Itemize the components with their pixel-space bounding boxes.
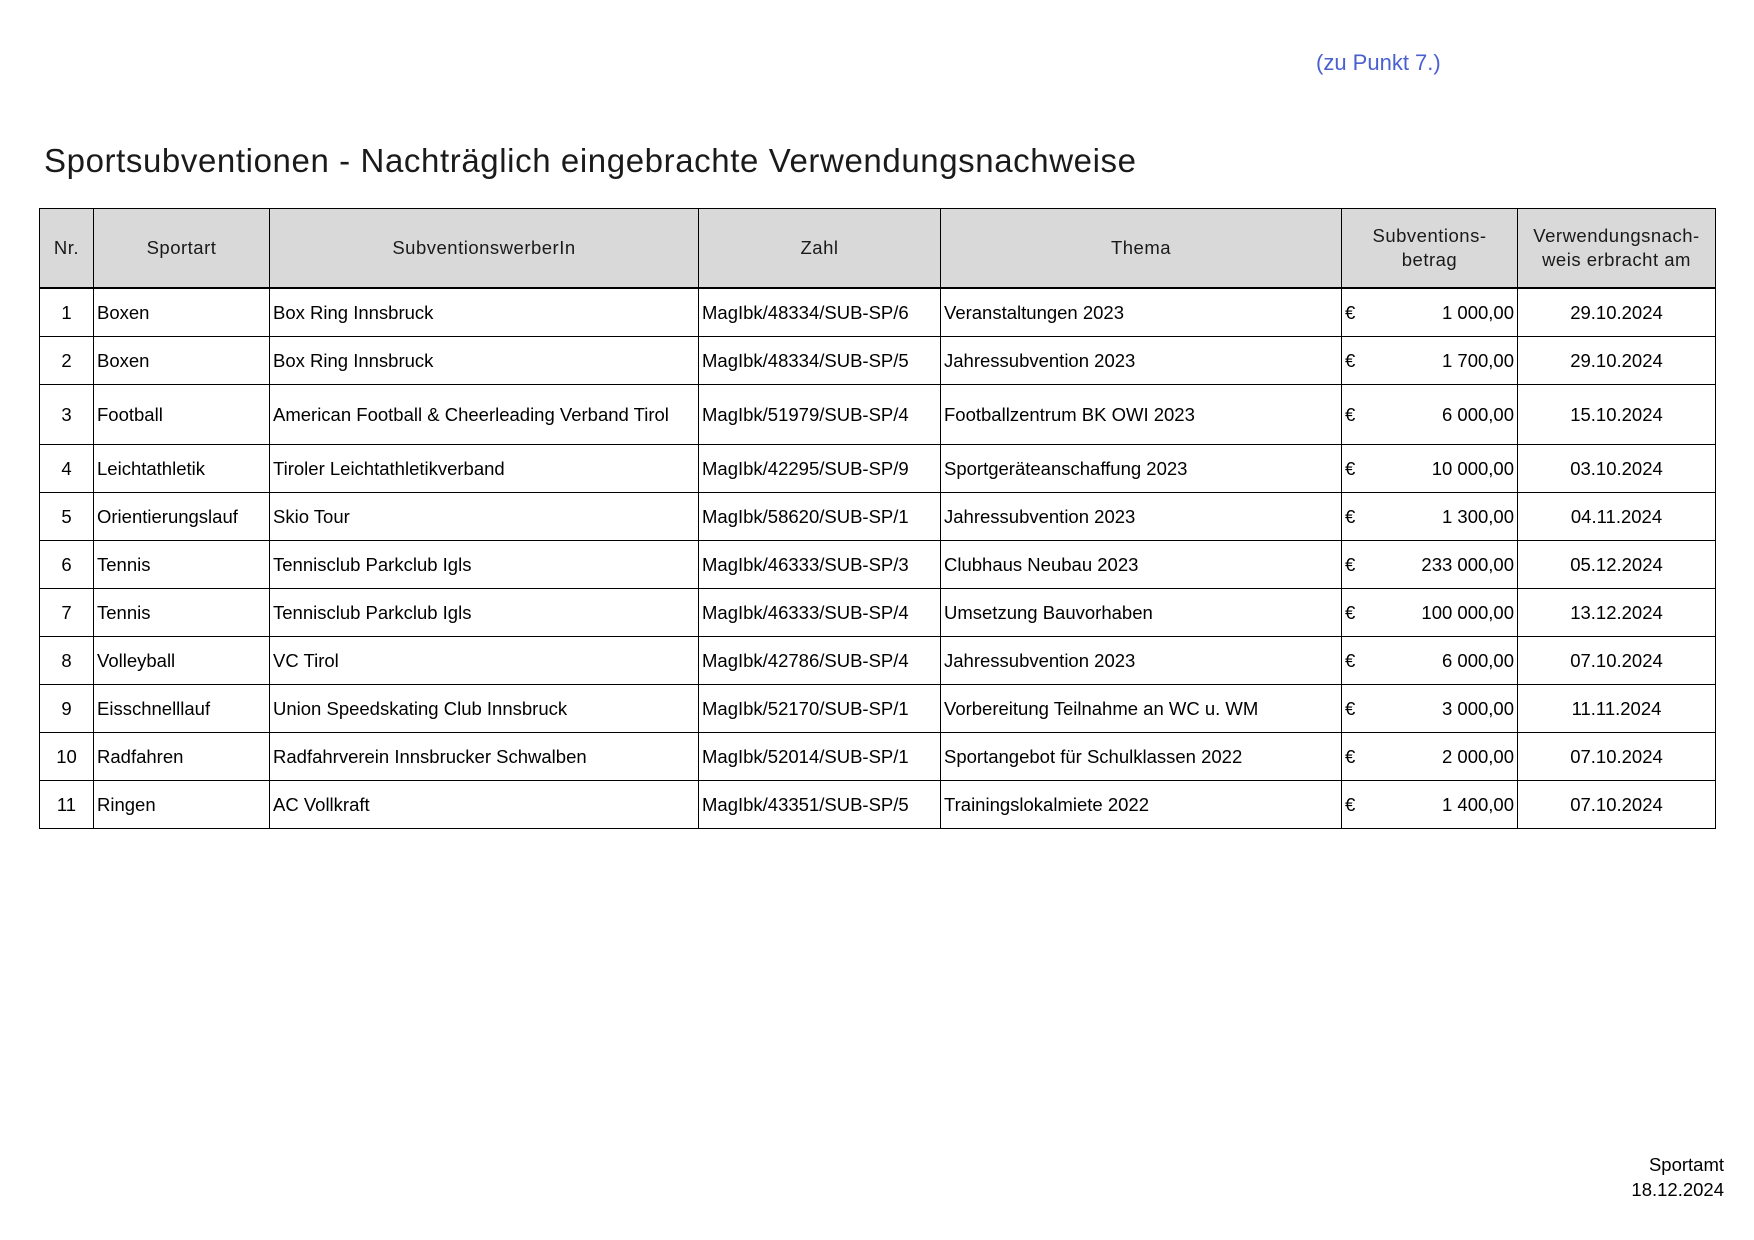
currency-symbol: € [1345,505,1356,527]
cell-subventionswerber: Union Speedskating Club Innsbruck [270,685,699,733]
cell-subventionswerber: Box Ring Innsbruck [270,337,699,385]
cell-nachweis-datum: 03.10.2024 [1518,445,1716,493]
currency-symbol: € [1345,745,1356,767]
amount-value: 6 000,00 [1441,403,1514,425]
header-verwendungsnachweis-line2: weis erbracht am [1542,249,1691,270]
header-thema: Thema [941,209,1342,289]
cell-sportart: Tennis [94,541,270,589]
cell-subventionswerber: Radfahrverein Innsbrucker Schwalben [270,733,699,781]
amount-value: 1 400,00 [1441,793,1514,815]
cell-betrag [1342,685,1518,733]
amount-value: 100 000,00 [1421,601,1514,623]
cell-nr: 7 [40,589,94,637]
cell-zahl: MagIbk/46333/SUB-SP/3 [699,541,941,589]
cell-sportart: Volleyball [94,637,270,685]
table-row [40,781,1716,829]
table-body [40,288,1716,829]
cell-nr: 4 [40,445,94,493]
cell-subventionswerber: VC Tirol [270,637,699,685]
cell-subventionswerber: Tennisclub Parkclub Igls [270,589,699,637]
cell-zahl: MagIbk/43351/SUB-SP/5 [699,781,941,829]
cell-betrag [1342,337,1518,385]
cell-nachweis-datum: 07.10.2024 [1518,781,1716,829]
cell-zahl: MagIbk/42786/SUB-SP/4 [699,637,941,685]
currency-symbol: € [1345,403,1356,425]
cell-betrag [1342,288,1518,337]
cell-nachweis-datum: 05.12.2024 [1518,541,1716,589]
cell-zahl: MagIbk/42295/SUB-SP/9 [699,445,941,493]
cell-thema: Sportgeräteanschaffung 2023 [941,445,1342,493]
currency-symbol: € [1345,349,1356,371]
cell-betrag [1342,493,1518,541]
cell-nr: 2 [40,337,94,385]
cell-nr: 8 [40,637,94,685]
cell-sportart: Orientierungslauf [94,493,270,541]
header-nr: Nr. [40,209,94,289]
cell-thema: Jahressubvention 2023 [941,493,1342,541]
footer-department: Sportamt [1648,1154,1724,1175]
table-row [40,733,1716,781]
header-verwendungsnachweis-line1: Verwendungsnach- [1533,225,1700,246]
footer [1631,1152,1724,1202]
cell-nachweis-datum: 29.10.2024 [1518,288,1716,337]
cell-sportart: Boxen [94,337,270,385]
cell-nr: 1 [40,288,94,337]
currency-symbol: € [1345,601,1356,623]
header-zahl: Zahl [699,209,941,289]
cell-thema: Jahressubvention 2023 [941,337,1342,385]
cell-nr: 3 [40,385,94,445]
amount-value: 233 000,00 [1421,553,1514,575]
cell-subventionswerber: Tiroler Leichtathletikverband [270,445,699,493]
cell-thema: Clubhaus Neubau 2023 [941,541,1342,589]
cell-betrag [1342,781,1518,829]
cell-subventionswerber: Tennisclub Parkclub Igls [270,541,699,589]
page-title: Sportsubventionen - Nachträglich eingebrachte Verwendungsnachweise [44,142,1137,179]
cell-sportart: Ringen [94,781,270,829]
cell-subventionswerber: Skio Tour [270,493,699,541]
cell-zahl: MagIbk/58620/SUB-SP/1 [699,493,941,541]
cell-zahl: MagIbk/52014/SUB-SP/1 [699,733,941,781]
cell-betrag [1342,733,1518,781]
cell-zahl: MagIbk/51979/SUB-SP/4 [699,385,941,445]
cell-sportart: Leichtathletik [94,445,270,493]
header-subventionsbetrag-line2: betrag [1401,249,1458,270]
header-subventionswerber: SubventionswerberIn [270,209,699,289]
table-row [40,288,1716,337]
table-row [40,445,1716,493]
table-row [40,385,1716,445]
currency-symbol: € [1345,553,1356,575]
table-row [40,493,1716,541]
cell-betrag [1342,385,1518,445]
cell-thema: Veranstaltungen 2023 [941,288,1342,337]
amount-value: 1 000,00 [1441,301,1514,323]
subsidy-table [39,208,1716,829]
cell-zahl: MagIbk/48334/SUB-SP/5 [699,337,941,385]
table-row [40,337,1716,385]
cell-sportart: Eisschnelllauf [94,685,270,733]
header-sportart: Sportart [94,209,270,289]
cell-subventionswerber: American Football & Cheerleading Verband Tirol [270,385,699,445]
cell-sportart: Radfahren [94,733,270,781]
cell-subventionswerber: AC Vollkraft [270,781,699,829]
cell-thema: Umsetzung Bauvorhaben [941,589,1342,637]
amount-value: 1 300,00 [1441,505,1514,527]
cell-nachweis-datum: 29.10.2024 [1518,337,1716,385]
cell-betrag [1342,445,1518,493]
cell-thema: Vorbereitung Teilnahme an WC u. WM [941,685,1342,733]
cell-zahl: MagIbk/48334/SUB-SP/6 [699,288,941,337]
table-row [40,589,1716,637]
cell-nr: 5 [40,493,94,541]
amount-value: 10 000,00 [1431,457,1514,479]
cell-thema: Footballzentrum BK OWI 2023 [941,385,1342,445]
cell-sportart: Boxen [94,288,270,337]
cell-nr: 10 [40,733,94,781]
cell-thema: Sportangebot für Schulklassen 2022 [941,733,1342,781]
cell-betrag [1342,589,1518,637]
cell-thema: Trainingslokalmiete 2022 [941,781,1342,829]
cell-nachweis-datum: 07.10.2024 [1518,637,1716,685]
cell-zahl: MagIbk/46333/SUB-SP/4 [699,589,941,637]
cell-sportart: Football [94,385,270,445]
table-row [40,685,1716,733]
cell-sportart: Tennis [94,589,270,637]
cell-nachweis-datum: 07.10.2024 [1518,733,1716,781]
cell-thema: Jahressubvention 2023 [941,637,1342,685]
cell-nachweis-datum: 04.11.2024 [1518,493,1716,541]
amount-value: 6 000,00 [1441,649,1514,671]
cell-nr: 9 [40,685,94,733]
footer-date: 18.12.2024 [1631,1179,1724,1200]
currency-symbol: € [1345,649,1356,671]
currency-symbol: € [1345,457,1356,479]
amount-value: 3 000,00 [1441,697,1514,719]
cell-nachweis-datum: 15.10.2024 [1518,385,1716,445]
cell-subventionswerber: Box Ring Innsbruck [270,288,699,337]
cell-nachweis-datum: 11.11.2024 [1518,685,1716,733]
cell-nachweis-datum: 13.12.2024 [1518,589,1716,637]
header-subventionsbetrag [1342,209,1518,289]
cell-betrag [1342,541,1518,589]
table-row [40,541,1716,589]
currency-symbol: € [1345,697,1356,719]
table-header-row [40,209,1716,289]
currency-symbol: € [1345,301,1356,323]
table-row [40,637,1716,685]
cell-nr: 6 [40,541,94,589]
currency-symbol: € [1345,793,1356,815]
header-subventionsbetrag-line1: Subventions- [1372,225,1487,246]
amount-value: 2 000,00 [1441,745,1514,767]
amount-value: 1 700,00 [1441,349,1514,371]
header-verwendungsnachweis [1518,209,1716,289]
agenda-reference: (zu Punkt 7.) [1316,50,1441,75]
cell-zahl: MagIbk/52170/SUB-SP/1 [699,685,941,733]
cell-nr: 11 [40,781,94,829]
cell-betrag [1342,637,1518,685]
